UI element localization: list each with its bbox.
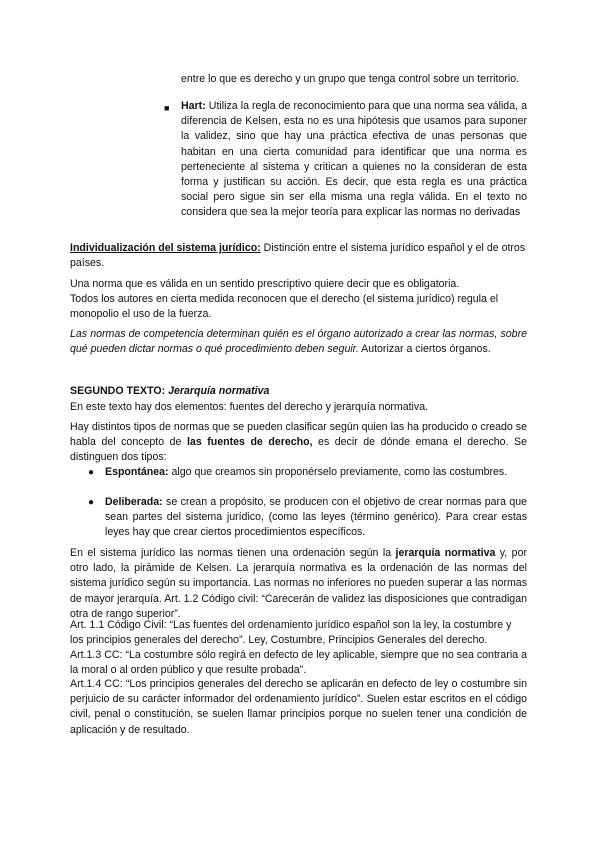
monopolio-line: Todos los autores en cierta medida reconocen que el derecho (el sistema jurídico) regula el monopolio el uso de la fuerza. xyxy=(70,293,499,321)
espontanea-label: Espontánea: xyxy=(105,466,169,478)
jerarquia-text-after: y, por otro lado, la pirámide de Kelsen. La jerarquía normativa es la ordenación de las normas del sistema jurídico según su importancia. Las normas no inferiores no pueden superar a las normas de mayor jerarquía. Art. 1.2 Código civil: “Carecerán de validez las disposiciones que contradigan otra de rango superior”. xyxy=(70,547,527,620)
validez-line: Una norma que es válida en un sentido prescriptivo quiere decir que es obligatoria. xyxy=(70,278,460,290)
hart-text: Utiliza la regla de reconocimiento para que una norma sea válida, a diferencia de Kelsen, esta no es una hipótesis que usamos para suponer la validez, sino que hay una práctica efectiva de unas personas que habitan en una cierta comunidad para identificar que una norma es perteneciente al sistema y critican a quienes no la consideran de esta forma y justifican su acción. Es decir, que esta regla es una práctica social pero sigue sin ser ella misma una regla válida. En el texto no considera que sea la mejor teoría para explicar las normas no derivadas xyxy=(181,100,527,219)
segundo-texto-heading xyxy=(70,384,527,399)
individualizacion-text: Distinción entre el sistema jurídico español y el de otros países. xyxy=(70,242,526,270)
individualizacion-heading: Individualización del sistema jurídico: xyxy=(70,242,261,254)
competencia-text: Autorizar a ciertos órganos. xyxy=(358,343,491,356)
competencia-paragraph xyxy=(70,327,527,357)
jerarquia-text-before: En el sistema jurídico las normas tienen una ordenación según la xyxy=(70,547,396,559)
espontanea-text: algo que creamos sin proponérselo previamente, como las costumbres. xyxy=(168,466,508,478)
deliberada-text: se crean a propósito, se producen con el objetivo de crear normas para que sean partes del sistema jurídico, (como las leyes (término genérico). Para crear estas leyes hay que crear ciertos procedimientos específicos. xyxy=(105,496,527,539)
art-1-4-paragraph: Art.1.4 CC: “Los principios generales del derecho se aplicarán en defecto de ley o costumbre sin perjuicio de su carácter informador del ordenamiento jurídico”. Suelen estar escritos en el código civil, penal o constitución, se suelen llamar principios porque no suelen tener una condición de aplicación y de resultado. xyxy=(70,678,527,736)
hart-item xyxy=(181,99,527,221)
jerarquia-paragraph xyxy=(70,546,527,622)
competencia-italic: Las normas de competencia determinan quién es el órgano autorizado a crear las normas, sobre qué pueden dictar normas o qué procedimiento deben seguir. xyxy=(70,328,527,356)
deliberada-label: Deliberada: xyxy=(105,496,163,508)
kelsen-continuation: entre lo que es derecho y un grupo que tenga control sobre un territorio. xyxy=(181,73,520,85)
art-1-3-paragraph: Art.1.3 CC: “La costumbre sólo regirá en defecto de ley aplicable, siempre que no sea contraria a la moral o al orden público y que resulte probada”. xyxy=(70,649,527,677)
bullet-dot-icon: ● xyxy=(88,497,95,508)
fuentes-paragraph xyxy=(70,420,527,466)
hart-label: Hart: xyxy=(181,100,206,112)
segundo-texto-label: SEGUNDO TEXTO: xyxy=(70,385,166,397)
fuente-espontanea-item xyxy=(105,465,527,480)
jerarquia-bold: jerarquía normativa xyxy=(395,547,496,559)
bullet-dot-icon: ● xyxy=(88,467,95,478)
square-bullet-icon: ■ xyxy=(164,103,170,113)
segundo-texto-title: Jerarquía normativa xyxy=(165,385,270,397)
art-1-1-paragraph: Art. 1.1 Código Civil: “Las fuentes del ordenamiento jurídico español son la ley, la costumbre y los principios generales del derecho”. Ley, Costumbre, Principios Generales del derecho. xyxy=(70,619,512,647)
fuentes-bold: las fuentes de derecho, xyxy=(186,436,313,449)
segundo-texto-intro: En este texto hay dos elementos: fuentes del derecho y jerarquía normativa. xyxy=(70,401,429,413)
fuentes-text-before: Hay distintos tipos de normas que se pueden clasificar según quien las ha producido o creado se habla del concepto de xyxy=(70,421,527,449)
individualizacion-paragraph xyxy=(70,241,527,271)
fuentes-text-after: es decir de dónde emana el derecho. Se distinguen dos tipos: xyxy=(70,436,528,464)
fuente-deliberada-item xyxy=(105,495,527,541)
